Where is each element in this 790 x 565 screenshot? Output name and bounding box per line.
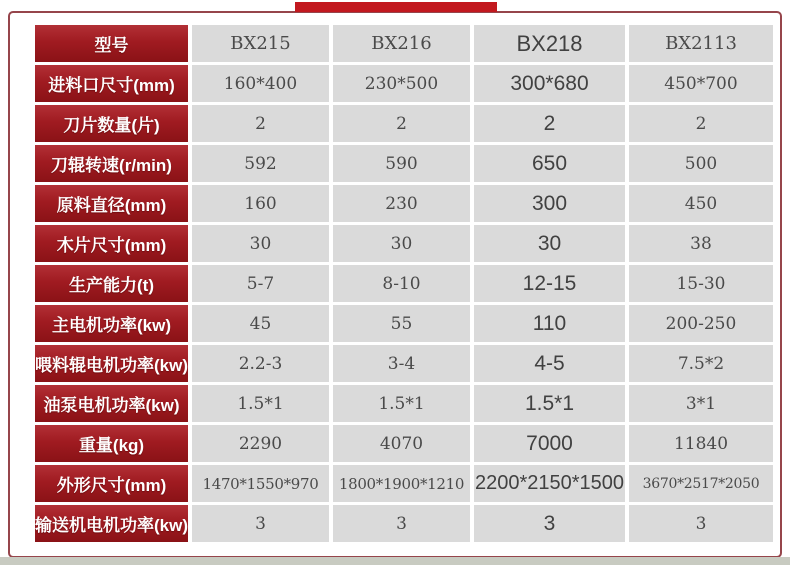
- table-cell: 15-30: [629, 265, 773, 302]
- table-cell: 590: [333, 145, 470, 182]
- table-cell: 3: [629, 505, 773, 542]
- table-cell: 2290: [192, 425, 329, 462]
- table-cell: 1.5*1: [474, 385, 625, 422]
- table-frame: [8, 11, 782, 558]
- spec-table: [35, 25, 773, 542]
- table-cell: 30: [333, 225, 470, 262]
- table-cell: 45: [192, 305, 329, 342]
- table-cell: 2: [333, 105, 470, 142]
- row-label-overall-dimensions: 外形尺寸(mm): [35, 465, 188, 502]
- table-cell: 160: [192, 185, 329, 222]
- table-cell: 2: [629, 105, 773, 142]
- model-header-bx216: BX216: [333, 25, 470, 62]
- table-cell: 1.5*1: [192, 385, 329, 422]
- table-cell: 3-4: [333, 345, 470, 382]
- table-cell: 3: [333, 505, 470, 542]
- table-cell: 200-250: [629, 305, 773, 342]
- table-cell: 1470*1550*970: [192, 465, 329, 502]
- table-cell: 11840: [629, 425, 773, 462]
- table-cell: 450: [629, 185, 773, 222]
- table-cell: 30: [192, 225, 329, 262]
- table-cell: 2: [474, 105, 625, 142]
- table-cell: 30: [474, 225, 625, 262]
- row-label-chip-size: 木片尺寸(mm): [35, 225, 188, 262]
- row-label-feed-roller-motor-power: 喂料辊电机功率(kw): [35, 345, 188, 382]
- table-cell: 592: [192, 145, 329, 182]
- table-cell: 8-10: [333, 265, 470, 302]
- table-cell: 1800*1900*1210: [333, 465, 470, 502]
- row-label-oil-pump-motor-power: 油泵电机功率(kw): [35, 385, 188, 422]
- row-label-main-motor-power: 主电机功率(kw): [35, 305, 188, 342]
- table-cell: 2.2-3: [192, 345, 329, 382]
- table-cell: 3670*2517*2050: [629, 465, 773, 502]
- table-cell: 2200*2150*1500: [474, 465, 625, 502]
- row-label-feed-inlet-size: 进料口尺寸(mm): [35, 65, 188, 102]
- row-label-roller-speed: 刀辊转速(r/min): [35, 145, 188, 182]
- table-cell: 110: [474, 305, 625, 342]
- table-cell: 3: [474, 505, 625, 542]
- table-cell: 230*500: [333, 65, 470, 102]
- table-cell: 300: [474, 185, 625, 222]
- table-cell: 450*700: [629, 65, 773, 102]
- table-cell: 3*1: [629, 385, 773, 422]
- model-header-bx218: BX218: [474, 25, 625, 62]
- table-cell: 3: [192, 505, 329, 542]
- row-label-weight: 重量(kg): [35, 425, 188, 462]
- row-label-blade-count: 刀片数量(片): [35, 105, 188, 142]
- table-cell: 500: [629, 145, 773, 182]
- table-cell: 650: [474, 145, 625, 182]
- table-cell: 7.5*2: [629, 345, 773, 382]
- model-header-bx215: BX215: [192, 25, 329, 62]
- table-cell: 5-7: [192, 265, 329, 302]
- table-cell: 1.5*1: [333, 385, 470, 422]
- row-label-material-diameter: 原料直径(mm): [35, 185, 188, 222]
- table-cell: 160*400: [192, 65, 329, 102]
- table-cell: 4070: [333, 425, 470, 462]
- header-label-model: 型号: [35, 25, 188, 62]
- table-cell: 55: [333, 305, 470, 342]
- row-label-conveyor-motor-power: 输送机电机功率(kw): [35, 505, 188, 542]
- table-cell: 2: [192, 105, 329, 142]
- table-cell: 38: [629, 225, 773, 262]
- row-label-capacity: 生产能力(t): [35, 265, 188, 302]
- table-cell: 4-5: [474, 345, 625, 382]
- table-cell: 230: [333, 185, 470, 222]
- table-cell: 7000: [474, 425, 625, 462]
- bottom-edge-strip: [0, 557, 790, 565]
- table-cell: 300*680: [474, 65, 625, 102]
- table-cell: 12-15: [474, 265, 625, 302]
- model-header-bx2113: BX2113: [629, 25, 773, 62]
- top-accent-bar: [295, 2, 497, 12]
